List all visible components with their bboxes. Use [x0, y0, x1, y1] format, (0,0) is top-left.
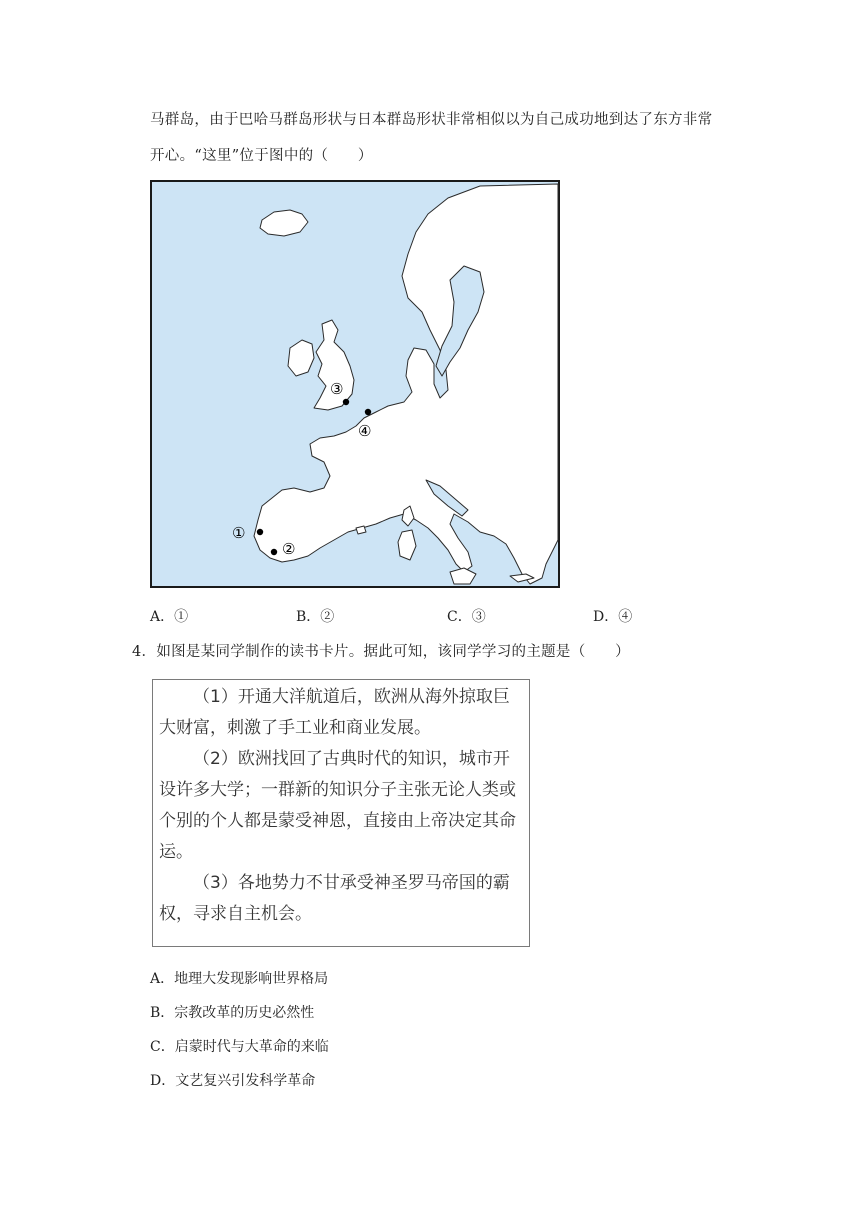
q4-stem: 4．如图是某同学制作的读书卡片。据此可知，该同学学习的主题是（ ）	[132, 644, 630, 660]
q3-stem-line1: 马群岛，由于巴哈马群岛形状与日本群岛形状非常相似以为自己成功地到达了东方非常	[150, 112, 713, 128]
marker-label-3: ③	[330, 380, 344, 398]
q3-option-c[interactable]: C．③	[447, 609, 486, 625]
marker-dot-2	[271, 549, 277, 555]
card-point-3: （3）各地势力不甘承受神圣罗马帝国的霸权，寻求自主机会。	[159, 873, 510, 924]
card-point-1: （1）开通大洋航道后，欧洲从海外掠取巨大财富，刺激了手工业和商业发展。	[159, 687, 510, 738]
reading-card	[152, 679, 530, 947]
q4-choice-b[interactable]: B．宗教改革的历史必然性	[150, 1005, 315, 1021]
q4-choice-a[interactable]: A．地理大发现影响世界格局	[150, 971, 329, 987]
balearic-shape	[356, 526, 366, 534]
marker-label-2: ②	[282, 540, 296, 558]
marker-dot-4	[365, 409, 371, 415]
europe-map	[150, 180, 560, 588]
marker-dot-1	[257, 529, 263, 535]
marker-label-4: ④	[358, 422, 372, 440]
card-point-2: （2）欧洲找回了古典时代的知识，城市开设许多大学；一群新的知识分子主张无论人类或个别的个人都是蒙受神恩，直接由上帝决定其命运。	[159, 749, 516, 862]
q3-options	[150, 606, 670, 628]
q3-option-b[interactable]: B．②	[296, 609, 335, 625]
q4-choice-c[interactable]: C．启蒙时代与大革命的来临	[150, 1039, 329, 1055]
q3-option-a[interactable]: A．①	[150, 609, 189, 625]
q3-option-d[interactable]: D．④	[593, 609, 633, 625]
marker-label-1: ①	[232, 524, 246, 542]
marker-dot-3	[343, 399, 349, 405]
q3-stem-line2: 开心。“这里”位于图中的（ ）	[150, 148, 373, 164]
q4-choice-d[interactable]: D．文艺复兴引发科学革命	[150, 1073, 316, 1089]
